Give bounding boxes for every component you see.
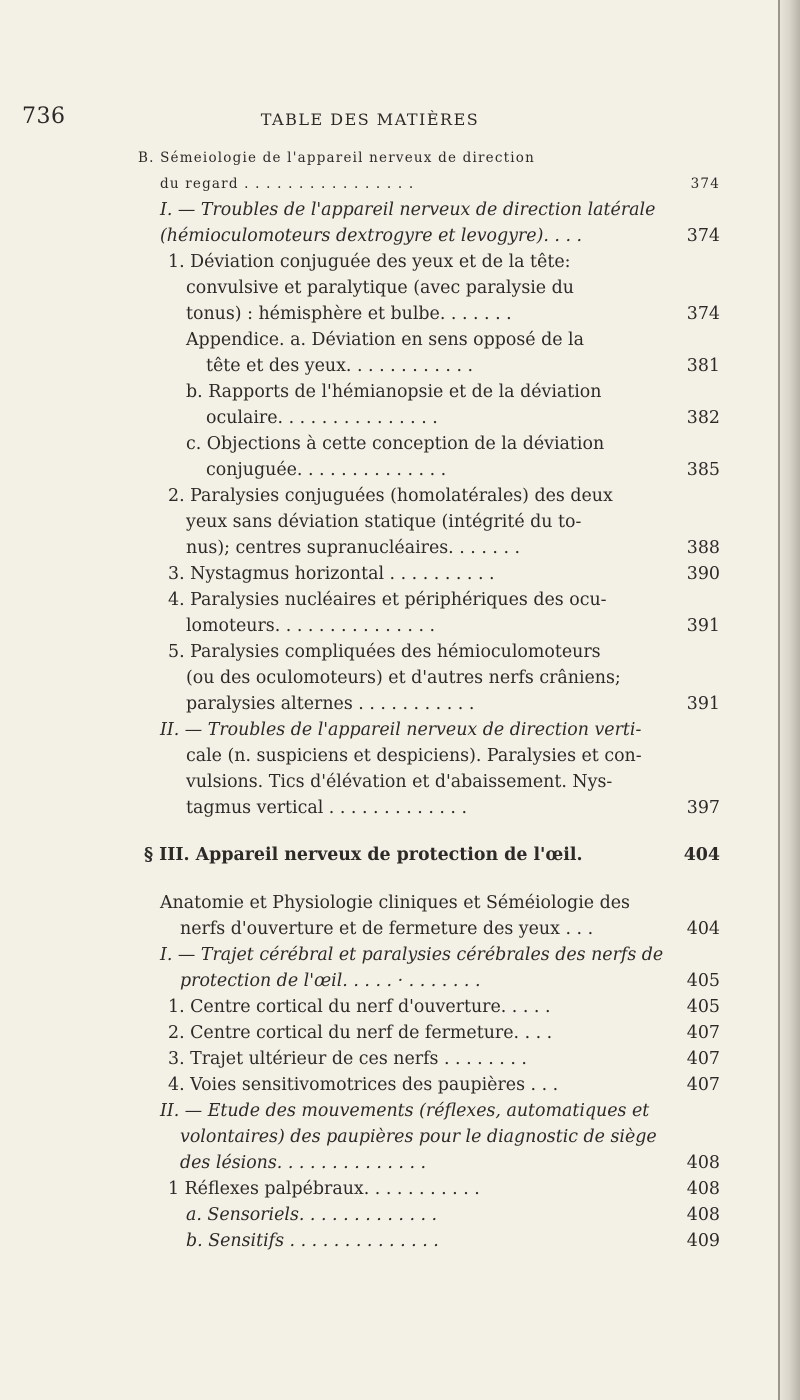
toc-line: 1. Déviation conjuguée des yeux et de la tête: — [168, 252, 571, 272]
toc-page: 374 — [690, 176, 720, 192]
toc-page: 397 — [686, 798, 720, 818]
toc-line: conjuguée. . . . . . . . . . . . . . 385 — [206, 457, 720, 483]
toc-line: b. Rapports de l'hémianopsie et de la déviation — [186, 382, 602, 402]
toc-page: 407 — [686, 1049, 720, 1069]
toc-page: 407 — [686, 1023, 720, 1043]
toc-line: tonus) : hémisphère et bulbe. . . . . . . 374 — [186, 301, 720, 327]
toc-line: b. Sensitifs . . . . . . . . . . . . . . 409 — [186, 1228, 720, 1254]
toc-line: I. — Trajet cérébral et paralysies cérébrales des nerfs de — [160, 945, 664, 965]
toc-line: convulsive et paralytique (avec paralysie du — [186, 278, 574, 298]
toc-page: 405 — [686, 971, 720, 991]
toc-page: 374 — [686, 226, 720, 246]
toc-line: 5. Paralysies compliquées des hémioculomoteurs — [168, 642, 601, 662]
toc-line: Anatomie et Physiologie cliniques et Séméiologie des — [160, 893, 630, 913]
toc-line: B. Sémeiologie de l'appareil nerveux de direction — [138, 150, 535, 166]
toc-line: 1 Réflexes palpébraux. . . . . . . . . . . 408 — [168, 1176, 720, 1202]
toc-line: 2. Centre cortical du nerf de fermeture. . . . 407 — [168, 1020, 720, 1046]
toc-page: 409 — [686, 1231, 720, 1251]
toc-line: (ou des oculomoteurs) et d'autres nerfs crâniens; — [186, 668, 621, 688]
toc-line: vulsions. Tics d'élévation et d'abaissement. Nys- — [186, 772, 613, 792]
toc-line: du regard . . . . . . . . . . . . . . . . 374 — [160, 171, 720, 197]
toc-line: tagmus vertical . . . . . . . . . . . . . 397 — [186, 795, 720, 821]
toc-page: 390 — [686, 564, 720, 584]
toc-line: I. — Troubles de l'appareil nerveux de direction latérale — [160, 200, 656, 220]
toc-line: II. — Etude des mouvements (réflexes, automatiques et — [160, 1101, 650, 1121]
toc-line: 3. Trajet ultérieur de ces nerfs . . . . . . . . 407 — [168, 1046, 720, 1072]
toc-page: 408 — [686, 1179, 720, 1199]
toc-page: 407 — [686, 1075, 720, 1095]
toc-page: 391 — [686, 616, 720, 636]
toc-line: nus); centres supranucléaires. . . . . . . 388 — [186, 535, 720, 561]
toc-line: paralysies alternes . . . . . . . . . . . 391 — [186, 691, 720, 717]
book-edge — [778, 0, 800, 1400]
toc-line: 4. Voies sensitivomotrices des paupières . . . 407 — [168, 1072, 720, 1098]
toc-line: a. Sensoriels. . . . . . . . . . . . . 408 — [186, 1202, 720, 1228]
toc-line: 3. Nystagmus horizontal . . . . . . . . . . 390 — [168, 561, 720, 587]
toc-page: 385 — [686, 460, 720, 480]
toc-line: des lésions. . . . . . . . . . . . . . 408 — [180, 1150, 720, 1176]
toc-line: 2. Paralysies conjuguées (homolatérales) des deux — [168, 486, 613, 506]
page-number: 736 — [22, 104, 66, 129]
toc-page: 405 — [686, 997, 720, 1017]
toc-section-heading: § III. Appareil nerveux de protection de l'œil. 404 — [144, 842, 720, 868]
toc-page: 391 — [686, 694, 720, 714]
toc-line: yeux sans déviation statique (intégrité du to- — [186, 512, 582, 532]
toc-page: 408 — [686, 1205, 720, 1225]
toc-page: 388 — [686, 538, 720, 558]
toc-line: 4. Paralysies nucléaires et périphériques des ocu- — [168, 590, 607, 610]
toc-line: nerfs d'ouverture et de fermeture des yeux . . . 404 — [180, 916, 720, 942]
running-head: TABLE DES MATIÈRES — [260, 110, 480, 129]
toc-page: 374 — [686, 304, 720, 324]
toc-line: c. Objections à cette conception de la déviation — [186, 434, 605, 454]
toc-line: II. — Troubles de l'appareil nerveux de direction verti- — [160, 720, 642, 740]
toc-line: protection de l'œil. . . . . · . . . . . . . 405 — [180, 968, 720, 994]
toc-line: (hémioculomoteurs dextrogyre et levogyre). . . . 374 — [160, 223, 720, 249]
toc-line: oculaire. . . . . . . . . . . . . . . 382 — [206, 405, 720, 431]
toc-line: 1. Centre cortical du nerf d'ouverture. . . . . 405 — [168, 994, 720, 1020]
toc-page: 404 — [683, 845, 720, 865]
toc-line: lomoteurs. . . . . . . . . . . . . . . 391 — [186, 613, 720, 639]
toc-line: Appendice. a. Déviation en sens opposé de la — [186, 330, 584, 350]
book-edge-line — [778, 0, 780, 1400]
toc-line: cale (n. suspiciens et despiciens). Paralysies et con- — [186, 746, 642, 766]
toc-page: 404 — [686, 919, 720, 939]
toc-page: 408 — [686, 1153, 720, 1173]
toc-line: volontaires) des paupières pour le diagnostic de siège — [180, 1127, 657, 1147]
toc-page: 381 — [686, 356, 720, 376]
toc-page: 382 — [686, 408, 720, 428]
toc-line: tête et des yeux. . . . . . . . . . . . 381 — [206, 353, 720, 379]
